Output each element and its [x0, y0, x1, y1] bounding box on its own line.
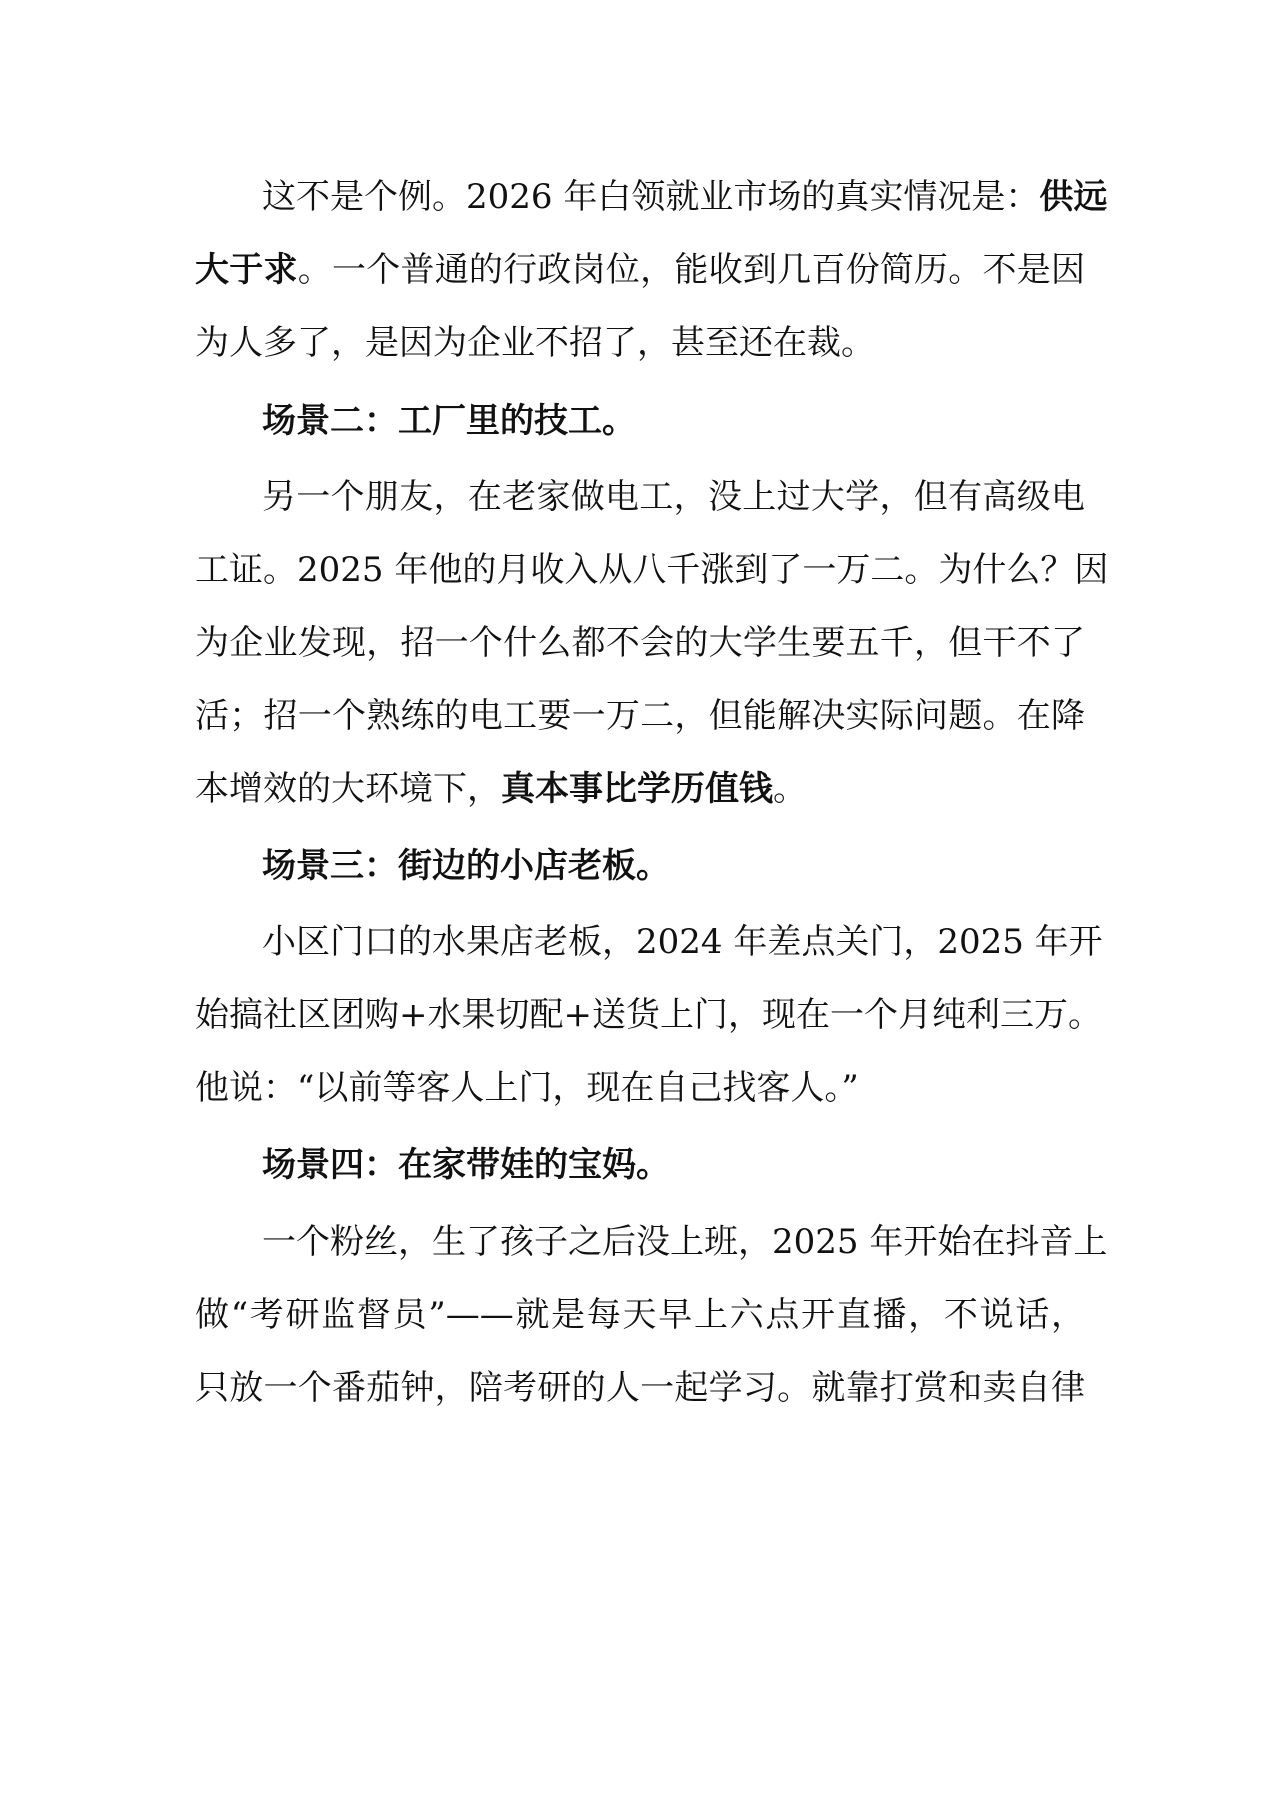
bold-text-span: 供远: [1039, 177, 1108, 217]
paragraph-2-line-2: 工证。2025 年他的月收入从八千涨到了一万二。为什么？因: [195, 550, 1109, 590]
paragraph-2-line-5: [195, 764, 1085, 814]
paragraph-2-line-3: 为企业发现，招一个什么都不会的大学生要五千，但干不了: [195, 623, 1085, 663]
paragraph-4-line-2: 做“考研监督员”——就是每天早上六点开直播，不说话，: [195, 1295, 1085, 1335]
paragraph-3-line-3: 他说：“以前等客人上门，现在自己找客人。”: [195, 1068, 859, 1108]
paragraph-3-line-2: 始搞社区团购+水果切配+送货上门，现在一个月纯利三万。: [195, 995, 1102, 1035]
paragraph-1-line-1: [262, 172, 1108, 222]
bold-text-span: 真本事比学历值钱: [501, 769, 773, 809]
paragraph-4-line-3: 只放一个番茄钟，陪考研的人一起学习。就靠打赏和卖自律: [195, 1368, 1085, 1408]
section-heading-3: 场景三：街边的小店老板。: [262, 846, 670, 886]
text-span: 本增效的大环境下，: [195, 769, 501, 809]
bold-text-span: 大于求: [195, 250, 298, 290]
paragraph-1-line-2: [195, 245, 1085, 295]
paragraph-4-line-1: 一个粉丝，生了孩子之后没上班，2025 年开始在抖音上: [262, 1222, 1108, 1262]
section-heading-4: 场景四：在家带娃的宝妈。: [262, 1145, 670, 1185]
paragraph-3-line-1: 小区门口的水果店老板，2024 年差点关门，2025 年开: [262, 922, 1103, 962]
paragraph-2-line-1: 另一个朋友，在老家做电工，没上过大学，但有高级电: [262, 477, 1085, 517]
text-span: 。: [773, 769, 807, 809]
text-span: 。一个普通的行政岗位，能收到几百份简历。不是因: [297, 250, 1086, 290]
paragraph-1-line-3: 为人多了，是因为企业不招了，甚至还在裁。: [195, 323, 875, 363]
text-span: 这不是个例。2026 年白领就业市场的真实情况是：: [262, 177, 1040, 217]
paragraph-2-line-4: 活；招一个熟练的电工要一万二，但能解决实际问题。在降: [195, 696, 1085, 736]
section-heading-2: 场景二：工厂里的技工。: [262, 401, 636, 441]
